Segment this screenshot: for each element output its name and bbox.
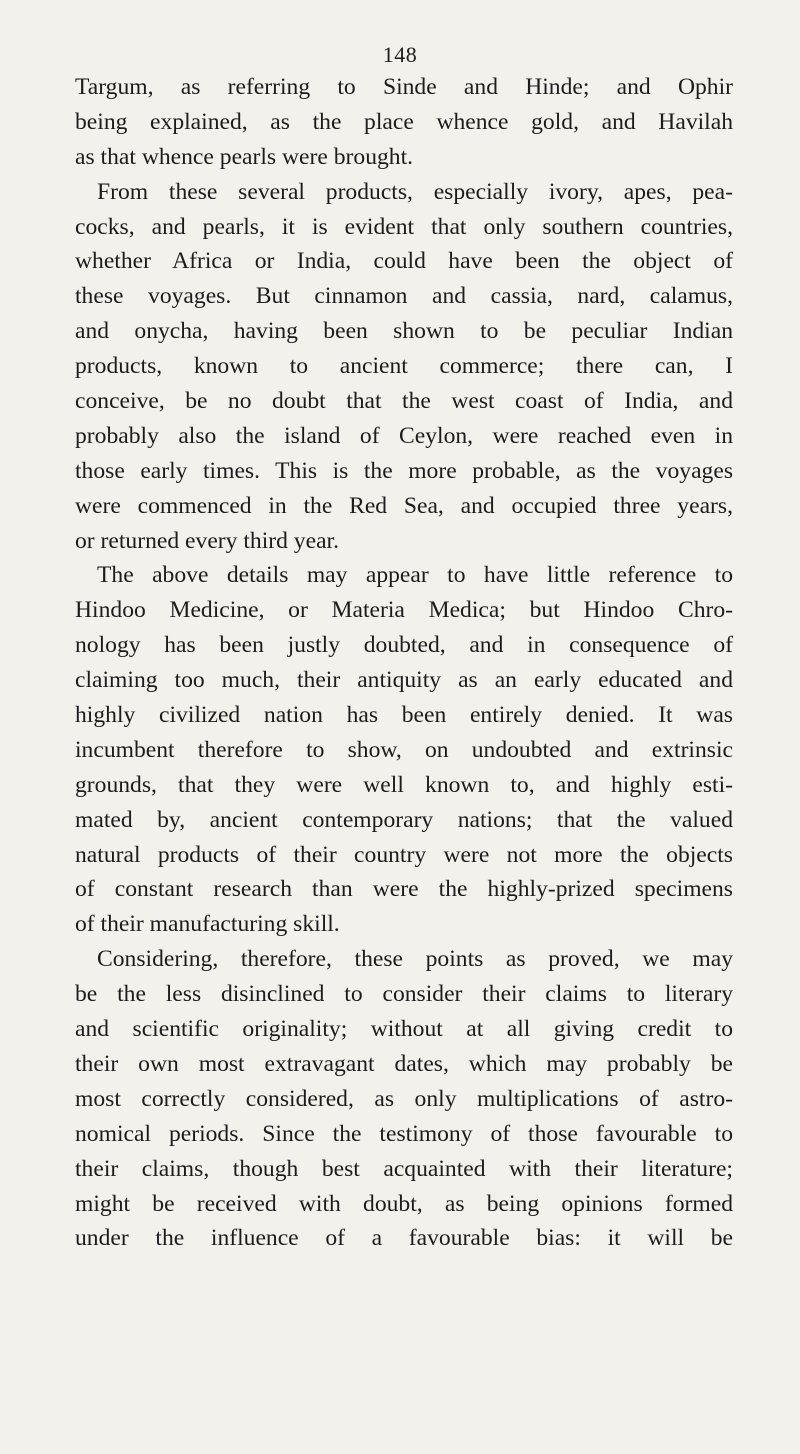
- text-line: probably also the island of Ceylon, were reached even in: [75, 422, 733, 449]
- text-line: cocks, and pearls, it is evident that only southern countries,: [75, 213, 733, 240]
- body-text: [75, 70, 733, 1256]
- text-line: their claims, though best acquainted with their literature;: [75, 1155, 733, 1182]
- text-line: of their manufacturing skill.: [75, 911, 340, 938]
- text-line: those early times. This is the more probable, as the voyages: [75, 457, 733, 484]
- text-line: mated by, ancient contemporary nations; that the valued: [75, 806, 733, 833]
- text-line: or returned every third year.: [75, 527, 340, 554]
- text-line: Hindoo Medicine, or Materia Medica; but Hindoo Chro-: [75, 597, 733, 624]
- text-line: natural products of their country were not more the objects: [75, 841, 733, 868]
- text-line: as that whence pearls were brought.: [75, 143, 414, 170]
- text-line: nomical periods. Since the testimony of those favourable to: [75, 1120, 733, 1147]
- text-line: might be received with doubt, as being opinions formed: [75, 1190, 733, 1217]
- text-line: nology has been justly doubted, and in consequence of: [75, 632, 733, 659]
- text-line: and scientific originality; without at all giving credit to: [75, 1016, 733, 1043]
- text-line: under the influence of a favourable bias: it will be: [75, 1225, 733, 1252]
- text-line: The above details may appear to have little reference to: [97, 562, 733, 589]
- text-line: highly civilized nation has been entirely denied. It was: [75, 702, 733, 729]
- text-line: most correctly considered, as only multiplications of astro-: [75, 1085, 733, 1112]
- page-number: 148: [382, 42, 418, 67]
- text-line: be the less disinclined to consider their claims to literary: [75, 981, 733, 1008]
- text-line: grounds, that they were well known to, and highly esti-: [75, 771, 733, 798]
- text-line: products, known to ancient commerce; there can, I: [75, 353, 733, 380]
- text-line: incumbent therefore to show, on undoubted and extrinsic: [75, 736, 733, 763]
- text-line: these voyages. But cinnamon and cassia, nard, calamus,: [75, 283, 733, 310]
- text-line: conceive, be no doubt that the west coast of India, and: [75, 388, 733, 415]
- text-line: whether Africa or India, could have been the object of: [75, 248, 733, 275]
- text-line: claiming too much, their antiquity as an early educated and: [75, 667, 733, 694]
- text-line: were commenced in the Red Sea, and occupied three years,: [75, 492, 733, 519]
- text-line: of constant research than were the highly-prized specimens: [75, 876, 733, 903]
- text-line: Considering, therefore, these points as proved, we may: [97, 946, 733, 973]
- text-line: Targum, as referring to Sinde and Hinde; and Ophir: [75, 74, 733, 100]
- text-line: and onycha, having been shown to be peculiar Indian: [75, 318, 733, 345]
- text-line: their own most extravagant dates, which may probably be: [75, 1050, 733, 1077]
- text-line: From these several products, especially ivory, apes, pea-: [97, 178, 733, 205]
- text-line: being explained, as the place whence gold, and Havilah: [75, 108, 733, 135]
